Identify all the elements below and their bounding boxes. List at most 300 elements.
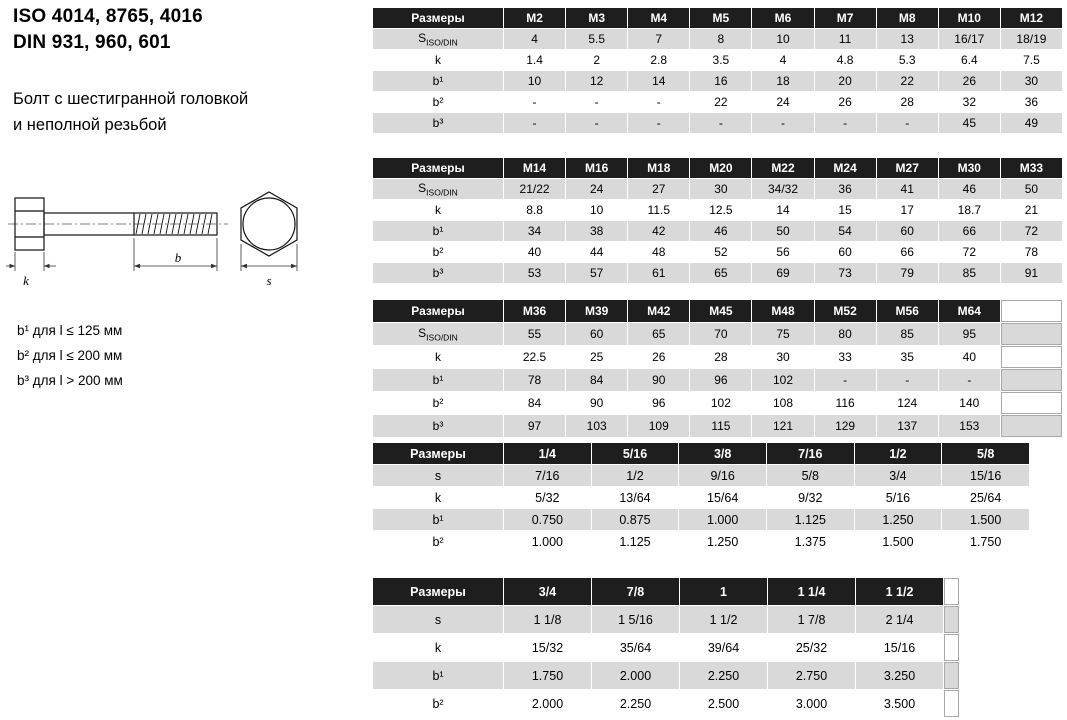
value-cell: 60 [815, 242, 876, 262]
bolt-technical-drawing [6, 186, 326, 300]
row-label: k [373, 50, 503, 70]
value-cell: 2 [566, 50, 627, 70]
table-row [373, 179, 1062, 199]
table-row [373, 606, 959, 633]
empty-cell [1001, 369, 1062, 391]
value-cell: 85 [877, 323, 938, 345]
value-cell: 57 [566, 263, 627, 283]
value-cell: 78 [1001, 242, 1062, 262]
value-cell: - [815, 369, 876, 391]
value-cell: 11 [815, 29, 876, 49]
header-row [373, 8, 1062, 28]
value-cell: 38 [566, 221, 627, 241]
value-cell: 1.750 [504, 662, 591, 689]
value-cell: 25/32 [768, 634, 855, 661]
value-cell: 102 [752, 369, 813, 391]
table-row [373, 392, 1062, 414]
value-cell: 35/64 [592, 634, 679, 661]
value-cell: 3.000 [768, 690, 855, 717]
row-label: b¹ [373, 509, 503, 530]
table-row [373, 113, 1062, 133]
value-cell: 97 [504, 415, 565, 437]
table-row [373, 487, 1029, 508]
product-description-line2: и неполной резьбой [13, 116, 167, 134]
table-row [373, 369, 1062, 391]
standards-title-iso: ISO 4014, 8765, 4016 [13, 6, 203, 27]
table-row [373, 531, 1029, 552]
value-cell: 5/32 [504, 487, 591, 508]
dim-label-b: b [174, 250, 182, 265]
value-cell: 20 [815, 71, 876, 91]
value-cell: 1.500 [855, 531, 942, 552]
column-header: M7 [815, 8, 876, 28]
table-metric-m36-m64 [372, 299, 1063, 438]
value-cell: 45 [939, 113, 1000, 133]
value-cell: 39/64 [680, 634, 767, 661]
table-metric-m14-m33 [372, 157, 1063, 284]
value-cell: 16/17 [939, 29, 1000, 49]
value-cell: 26 [939, 71, 1000, 91]
dim-label-s: s [266, 273, 272, 288]
value-cell: 1.4 [504, 50, 565, 70]
table-inch-1-4-to-5-8 [372, 442, 1030, 553]
value-cell: 0.875 [592, 509, 679, 530]
value-cell: 7 [628, 29, 689, 49]
table-row [373, 346, 1062, 368]
value-cell: 3.500 [856, 690, 943, 717]
row-label: b² [373, 690, 503, 717]
column-header: M33 [1001, 158, 1062, 178]
value-cell: 108 [752, 392, 813, 414]
row-label: k [373, 346, 503, 368]
value-cell: 3.250 [856, 662, 943, 689]
value-cell: 79 [877, 263, 938, 283]
note-b3: b³ для l > 200 мм [17, 373, 123, 388]
table-row [373, 634, 959, 661]
value-cell: 78 [504, 369, 565, 391]
column-header: 1 1/4 [768, 578, 855, 605]
column-header: 5/8 [942, 443, 1029, 464]
note-b2: b² для l ≤ 200 мм [17, 348, 123, 363]
value-cell: 80 [815, 323, 876, 345]
empty-cell [944, 634, 959, 661]
value-cell: 49 [1001, 113, 1062, 133]
value-cell: 91 [1001, 263, 1062, 283]
inch-3-4-to-1-1-2-grid [372, 577, 960, 718]
standards-title-din: DIN 931, 960, 601 [13, 32, 171, 53]
table-metric-m2-m12 [372, 7, 1063, 134]
value-cell: 22 [690, 92, 751, 112]
value-cell: 96 [628, 392, 689, 414]
value-cell: 22.5 [504, 346, 565, 368]
row-label: b³ [373, 263, 503, 283]
value-cell: 70 [690, 323, 751, 345]
value-cell: 44 [566, 242, 627, 262]
value-cell: 116 [815, 392, 876, 414]
value-cell: 13 [877, 29, 938, 49]
dimension-lines [6, 238, 297, 271]
value-cell: 7.5 [1001, 50, 1062, 70]
value-cell: 2.750 [768, 662, 855, 689]
value-cell: 0.750 [504, 509, 591, 530]
value-cell: - [504, 113, 565, 133]
value-cell: 25/64 [942, 487, 1029, 508]
value-cell: 4 [504, 29, 565, 49]
value-cell: - [752, 113, 813, 133]
value-cell: 1.250 [855, 509, 942, 530]
value-cell: - [628, 113, 689, 133]
value-cell: 60 [877, 221, 938, 241]
value-cell: 40 [504, 242, 565, 262]
value-cell: - [504, 92, 565, 112]
value-cell: 72 [1001, 221, 1062, 241]
value-cell: - [877, 113, 938, 133]
value-cell: 1.125 [767, 509, 854, 530]
header-row [373, 158, 1062, 178]
column-header: 7/8 [592, 578, 679, 605]
row-label: b² [373, 242, 503, 262]
value-cell: 66 [939, 221, 1000, 241]
value-cell: 10 [752, 29, 813, 49]
value-cell: 10 [504, 71, 565, 91]
value-cell: 90 [628, 369, 689, 391]
value-cell: 4.8 [815, 50, 876, 70]
header-row [373, 443, 1029, 464]
row-label: b³ [373, 415, 503, 437]
column-header: M36 [504, 300, 565, 322]
value-cell: 34/32 [752, 179, 813, 199]
value-cell: 18 [752, 71, 813, 91]
value-cell: 18/19 [1001, 29, 1062, 49]
column-header: 3/4 [504, 578, 591, 605]
column-header: Размеры [373, 158, 503, 178]
row-label: k [373, 487, 503, 508]
value-cell: 54 [815, 221, 876, 241]
value-cell: 40 [939, 346, 1000, 368]
value-cell: 84 [566, 369, 627, 391]
inch-1-4-to-5-8-grid [372, 442, 1030, 553]
row-label: b¹ [373, 369, 503, 391]
value-cell: 8 [690, 29, 751, 49]
value-cell: 109 [628, 415, 689, 437]
metric-m2-m12-grid [372, 7, 1063, 134]
value-cell: 3/4 [855, 465, 942, 486]
value-cell: 2.250 [680, 662, 767, 689]
header-row [373, 300, 1062, 322]
value-cell: - [566, 113, 627, 133]
row-label: b¹ [373, 662, 503, 689]
value-cell: 46 [690, 221, 751, 241]
row-label: k [373, 200, 503, 220]
value-cell: 1.750 [942, 531, 1029, 552]
empty-header-cell [944, 578, 959, 605]
value-cell: 1.375 [767, 531, 854, 552]
table-row [373, 221, 1062, 241]
empty-cell [944, 606, 959, 633]
table-row [373, 92, 1062, 112]
column-header: M3 [566, 8, 627, 28]
value-cell: 46 [939, 179, 1000, 199]
value-cell: 35 [877, 346, 938, 368]
value-cell: 16 [690, 71, 751, 91]
value-cell: 3.5 [690, 50, 751, 70]
value-cell: 5.5 [566, 29, 627, 49]
value-cell: 75 [752, 323, 813, 345]
column-header: Размеры [373, 578, 503, 605]
empty-cell [1001, 323, 1062, 345]
column-header: Размеры [373, 8, 503, 28]
column-header: 1/2 [855, 443, 942, 464]
value-cell: 115 [690, 415, 751, 437]
standards-title [13, 4, 203, 56]
table-row [373, 323, 1062, 345]
column-header: M4 [628, 8, 689, 28]
column-header: M18 [628, 158, 689, 178]
value-cell: 42 [628, 221, 689, 241]
value-cell: 85 [939, 263, 1000, 283]
column-header: M22 [752, 158, 813, 178]
value-cell: 5/8 [767, 465, 854, 486]
column-header: M12 [1001, 8, 1062, 28]
value-cell: 36 [815, 179, 876, 199]
empty-cell [944, 690, 959, 717]
value-cell: 25 [566, 346, 627, 368]
value-cell: 50 [752, 221, 813, 241]
column-header: M14 [504, 158, 565, 178]
value-cell: 33 [815, 346, 876, 368]
value-cell: 1 1/8 [504, 606, 591, 633]
value-cell: 129 [815, 415, 876, 437]
value-cell: 1 7/8 [768, 606, 855, 633]
value-cell: - [566, 92, 627, 112]
dim-label-k: k [23, 273, 29, 288]
value-cell: 7/16 [504, 465, 591, 486]
value-cell: 1.125 [592, 531, 679, 552]
column-header: M16 [566, 158, 627, 178]
column-header: Размеры [373, 443, 503, 464]
value-cell: 22 [877, 71, 938, 91]
value-cell: 73 [815, 263, 876, 283]
value-cell: 61 [628, 263, 689, 283]
value-cell: 1 5/16 [592, 606, 679, 633]
value-cell: 124 [877, 392, 938, 414]
value-cell: 1.000 [679, 509, 766, 530]
table-row [373, 662, 959, 689]
column-header: 7/16 [767, 443, 854, 464]
value-cell: 69 [752, 263, 813, 283]
value-cell: 65 [690, 263, 751, 283]
column-header: M42 [628, 300, 689, 322]
table-row [373, 415, 1062, 437]
value-cell: - [815, 113, 876, 133]
empty-cell [944, 662, 959, 689]
value-cell: 56 [752, 242, 813, 262]
value-cell: 11.5 [628, 200, 689, 220]
column-header: 5/16 [592, 443, 679, 464]
value-cell: 15/16 [856, 634, 943, 661]
value-cell: 10 [566, 200, 627, 220]
value-cell: 32 [939, 92, 1000, 112]
empty-header-cell [1001, 300, 1062, 322]
value-cell: 137 [877, 415, 938, 437]
thread-length-notes [17, 318, 123, 393]
value-cell: 27 [628, 179, 689, 199]
value-cell: 26 [815, 92, 876, 112]
value-cell: 12.5 [690, 200, 751, 220]
row-label: s [373, 606, 503, 633]
value-cell: 2.000 [504, 690, 591, 717]
value-cell: 5.3 [877, 50, 938, 70]
column-header: M20 [690, 158, 751, 178]
column-header: M39 [566, 300, 627, 322]
value-cell: 18.7 [939, 200, 1000, 220]
value-cell: 1 1/2 [680, 606, 767, 633]
value-cell: 55 [504, 323, 565, 345]
column-header: M10 [939, 8, 1000, 28]
row-label: b² [373, 92, 503, 112]
value-cell: 15/16 [942, 465, 1029, 486]
row-label: b¹ [373, 221, 503, 241]
row-label: $S_{ISO/DIN}$ [373, 179, 503, 199]
column-header: 1 [680, 578, 767, 605]
table-row [373, 50, 1062, 70]
value-cell: 30 [752, 346, 813, 368]
value-cell: 17 [877, 200, 938, 220]
value-cell: 52 [690, 242, 751, 262]
row-label: k [373, 634, 503, 661]
empty-cell [1001, 346, 1062, 368]
header-row [373, 578, 959, 605]
note-b1: b¹ для l ≤ 125 мм [17, 323, 123, 338]
column-header: M27 [877, 158, 938, 178]
column-header: M8 [877, 8, 938, 28]
value-cell: 1.000 [504, 531, 591, 552]
table-row [373, 242, 1062, 262]
value-cell: 53 [504, 263, 565, 283]
value-cell: 41 [877, 179, 938, 199]
table-inch-3-4-to-1-1-2 [372, 577, 960, 718]
value-cell: 1.250 [679, 531, 766, 552]
value-cell: 34 [504, 221, 565, 241]
column-header: M6 [752, 8, 813, 28]
value-cell: 50 [1001, 179, 1062, 199]
dimension-tables [372, 0, 1067, 720]
value-cell: - [939, 369, 1000, 391]
row-label: $S_{ISO/DIN}$ [373, 323, 503, 345]
value-cell: 84 [504, 392, 565, 414]
value-cell: 24 [752, 92, 813, 112]
empty-cell [1001, 392, 1062, 414]
value-cell: 65 [628, 323, 689, 345]
value-cell: 2.8 [628, 50, 689, 70]
value-cell: 1.500 [942, 509, 1029, 530]
value-cell: 2 1/4 [856, 606, 943, 633]
value-cell: 2.250 [592, 690, 679, 717]
row-label: $S_{ISO/DIN}$ [373, 29, 503, 49]
column-header: M45 [690, 300, 751, 322]
row-label: b¹ [373, 71, 503, 91]
table-row [373, 690, 959, 717]
row-label: b² [373, 531, 503, 552]
column-header: M24 [815, 158, 876, 178]
value-cell: 13/64 [592, 487, 679, 508]
table-row [373, 200, 1062, 220]
hex-head-end-view [241, 192, 297, 256]
value-cell: - [628, 92, 689, 112]
value-cell: 102 [690, 392, 751, 414]
value-cell: 28 [690, 346, 751, 368]
value-cell: 15 [815, 200, 876, 220]
column-header: M56 [877, 300, 938, 322]
value-cell: 14 [628, 71, 689, 91]
value-cell: 95 [939, 323, 1000, 345]
value-cell: 15/64 [679, 487, 766, 508]
value-cell: 60 [566, 323, 627, 345]
value-cell: 9/32 [767, 487, 854, 508]
value-cell: 14 [752, 200, 813, 220]
column-header: M64 [939, 300, 1000, 322]
empty-cell [1001, 415, 1062, 437]
column-header: 1 1/2 [856, 578, 943, 605]
value-cell: 30 [1001, 71, 1062, 91]
table-row [373, 263, 1062, 283]
value-cell: 5/16 [855, 487, 942, 508]
value-cell: 4 [752, 50, 813, 70]
value-cell: 121 [752, 415, 813, 437]
value-cell: 96 [690, 369, 751, 391]
value-cell: 2.500 [680, 690, 767, 717]
table-row [373, 71, 1062, 91]
value-cell: 2.000 [592, 662, 679, 689]
value-cell: 9/16 [679, 465, 766, 486]
value-cell: 36 [1001, 92, 1062, 112]
value-cell: 28 [877, 92, 938, 112]
value-cell: 8.8 [504, 200, 565, 220]
value-cell: 48 [628, 242, 689, 262]
value-cell: 24 [566, 179, 627, 199]
table-row [373, 509, 1029, 530]
value-cell: 12 [566, 71, 627, 91]
table-row [373, 29, 1062, 49]
column-header: 3/8 [679, 443, 766, 464]
metric-m14-m33-grid [372, 157, 1063, 284]
value-cell: 153 [939, 415, 1000, 437]
value-cell: 72 [939, 242, 1000, 262]
value-cell: - [877, 369, 938, 391]
metric-m36-m64-grid [372, 299, 1063, 438]
value-cell: 103 [566, 415, 627, 437]
column-header: M30 [939, 158, 1000, 178]
product-description-line1: Болт с шестигранной головкой [13, 90, 249, 108]
row-label: s [373, 465, 503, 486]
value-cell: 21/22 [504, 179, 565, 199]
value-cell: 15/32 [504, 634, 591, 661]
column-header: M5 [690, 8, 751, 28]
value-cell: 6.4 [939, 50, 1000, 70]
value-cell: 26 [628, 346, 689, 368]
column-header: Размеры [373, 300, 503, 322]
column-header: 1/4 [504, 443, 591, 464]
value-cell: 66 [877, 242, 938, 262]
value-cell: 21 [1001, 200, 1062, 220]
column-header: M2 [504, 8, 565, 28]
row-label: b³ [373, 113, 503, 133]
value-cell: 1/2 [592, 465, 679, 486]
column-header: M48 [752, 300, 813, 322]
value-cell: 140 [939, 392, 1000, 414]
row-label: b² [373, 392, 503, 414]
value-cell: 30 [690, 179, 751, 199]
